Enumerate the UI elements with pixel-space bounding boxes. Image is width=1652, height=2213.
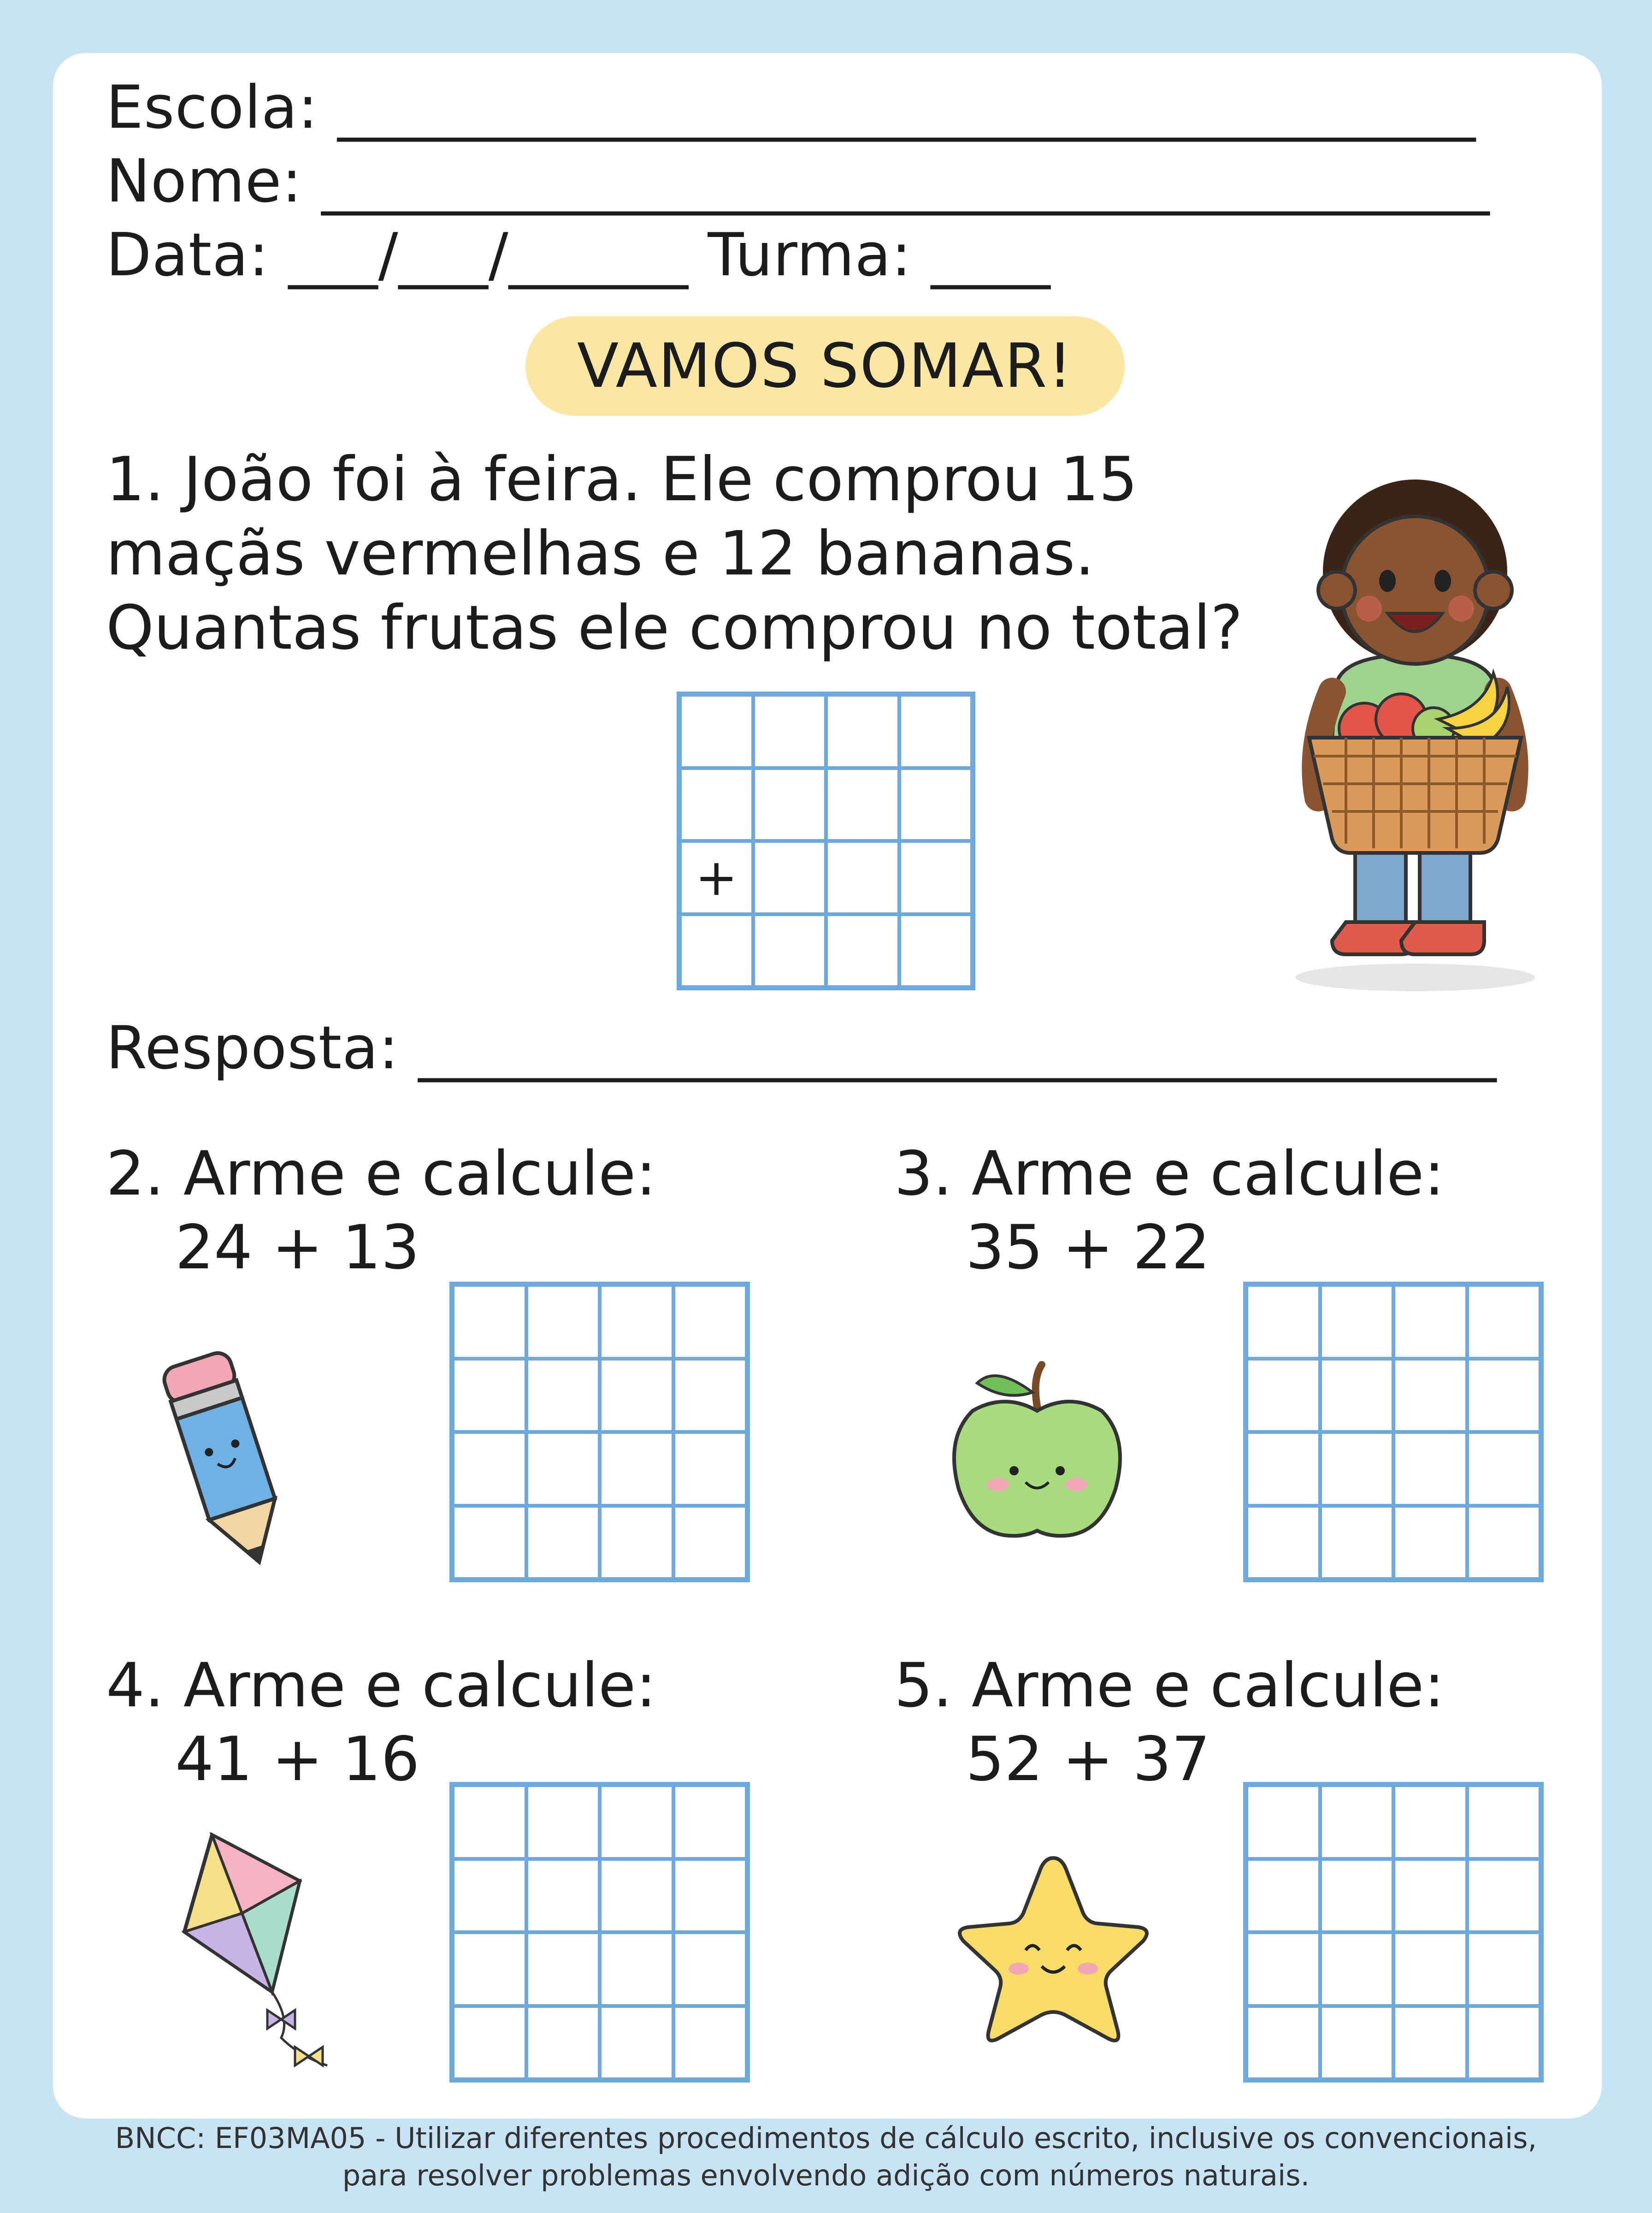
exercise-4-label: 4. Arme e calcule:: [106, 1650, 656, 1721]
kite-icon: [171, 1826, 369, 2084]
grid-cell[interactable]: [526, 1285, 600, 1359]
grid-cell[interactable]: [453, 1859, 526, 1933]
exercise-3-label: 3. Arme e calcule:: [894, 1138, 1445, 1209]
grid-cell[interactable]: [899, 914, 973, 988]
grid-cell[interactable]: [899, 768, 973, 841]
grid-cell[interactable]: [673, 1432, 747, 1506]
grid-cell[interactable]: [673, 1932, 747, 2006]
grid-cell[interactable]: [600, 1932, 673, 2006]
answer-field-q1[interactable]: Resposta: ____________________________________: [106, 1014, 1497, 1083]
grid-cell[interactable]: [673, 2006, 747, 2080]
grid-cell[interactable]: [1467, 1506, 1541, 1580]
grid-cell[interactable]: [1393, 1359, 1467, 1432]
pencil-icon: [148, 1328, 300, 1577]
worksheet-title: VAMOS SOMAR!: [525, 316, 1125, 416]
grid-cell[interactable]: [600, 1785, 673, 1859]
grid-cell[interactable]: [1246, 1932, 1320, 2006]
answer-grid-ex3[interactable]: [1243, 1282, 1544, 1582]
grid-cell[interactable]: [1393, 1932, 1467, 2006]
grid-cell[interactable]: [600, 1285, 673, 1359]
star-icon: [950, 1849, 1157, 2052]
grid-cell[interactable]: [1246, 2006, 1320, 2080]
grid-cell[interactable]: [753, 914, 826, 988]
grid-cell[interactable]: [1467, 1785, 1541, 1859]
date-class-field[interactable]: Data: ___/___/______ Turma: ____: [106, 221, 1051, 290]
grid-cell[interactable]: [1467, 1932, 1541, 2006]
grid-cell[interactable]: [600, 1859, 673, 1933]
grid-cell[interactable]: [1320, 1859, 1394, 1933]
grid-cell[interactable]: [1246, 1285, 1320, 1359]
grid-cell[interactable]: [1320, 2006, 1394, 2080]
grid-cell[interactable]: [673, 1506, 747, 1580]
grid-cell[interactable]: [680, 914, 753, 988]
question-1: [106, 443, 1304, 665]
grid-cell[interactable]: [1467, 1359, 1541, 1432]
grid-cell[interactable]: [526, 1432, 600, 1506]
grid-cell[interactable]: [1467, 1432, 1541, 1506]
grid-cell[interactable]: [453, 1432, 526, 1506]
grid-cell[interactable]: [526, 1859, 600, 1933]
grid-cell[interactable]: [453, 1285, 526, 1359]
grid-cell[interactable]: [1393, 2006, 1467, 2080]
grid-cell[interactable]: [673, 1285, 747, 1359]
grid-cell[interactable]: [600, 2006, 673, 2080]
grid-cell[interactable]: [680, 768, 753, 841]
grid-cell[interactable]: [826, 768, 899, 841]
grid-cell[interactable]: [899, 695, 973, 768]
grid-cell[interactable]: [453, 1506, 526, 1580]
grid-cell[interactable]: [1393, 1285, 1467, 1359]
footer-line: BNCC: EF03MA05 - Utilizar diferentes procedimentos de cálculo escrito, inclusive os convencionais,: [115, 2121, 1537, 2155]
grid-cell[interactable]: [1320, 1432, 1394, 1506]
grid-cell[interactable]: [1393, 1785, 1467, 1859]
grid-cell[interactable]: [1393, 1859, 1467, 1933]
grid-cell[interactable]: [1320, 1785, 1394, 1859]
answer-grid-q1[interactable]: [677, 692, 975, 990]
grid-cell[interactable]: [673, 1359, 747, 1432]
grid-cell[interactable]: [526, 2006, 600, 2080]
exercise-2-label: 2. Arme e calcule:: [106, 1138, 656, 1209]
grid-cell[interactable]: [526, 1506, 600, 1580]
school-field[interactable]: Escola: ______________________________________: [106, 73, 1476, 142]
grid-cell[interactable]: [526, 1785, 600, 1859]
footer-line: para resolver problemas envolvendo adição com números naturais.: [342, 2158, 1310, 2192]
grid-cell[interactable]: [826, 695, 899, 768]
answer-grid-ex4[interactable]: [449, 1782, 750, 2083]
grid-cell[interactable]: [526, 1932, 600, 2006]
grid-cell[interactable]: [453, 1359, 526, 1432]
grid-cell[interactable]: [453, 1932, 526, 2006]
grid-cell[interactable]: [453, 2006, 526, 2080]
exercise-5-label: 5. Arme e calcule:: [894, 1650, 1445, 1721]
exercise-3-operation: 35 + 22: [966, 1212, 1210, 1283]
name-field[interactable]: Nome: _______________________________________: [106, 147, 1490, 216]
grid-cell[interactable]: [600, 1432, 673, 1506]
boy-with-fruit-basket-icon: [1281, 424, 1549, 996]
grid-cell[interactable]: [753, 695, 826, 768]
plus-sign-cell: +: [680, 841, 753, 914]
grid-cell[interactable]: [526, 1359, 600, 1432]
grid-cell[interactable]: [1320, 1932, 1394, 2006]
grid-cell[interactable]: [673, 1859, 747, 1933]
grid-cell[interactable]: [1320, 1285, 1394, 1359]
exercise-5-operation: 52 + 37: [966, 1724, 1210, 1795]
grid-cell[interactable]: [826, 914, 899, 988]
question-1-line: 1. João foi à feira. Ele comprou 15: [106, 444, 1138, 515]
grid-cell[interactable]: [753, 768, 826, 841]
grid-cell[interactable]: [1246, 1859, 1320, 1933]
grid-cell[interactable]: [1320, 1359, 1394, 1432]
grid-cell[interactable]: [680, 695, 753, 768]
answer-grid-ex2[interactable]: [449, 1282, 750, 1582]
grid-cell[interactable]: [600, 1506, 673, 1580]
question-1-line: maçãs vermelhas e 12 bananas.: [106, 518, 1095, 590]
grid-cell[interactable]: [1467, 1859, 1541, 1933]
grid-cell[interactable]: [1393, 1506, 1467, 1580]
grid-cell[interactable]: [673, 1785, 747, 1859]
grid-cell[interactable]: [899, 841, 973, 914]
grid-cell[interactable]: [1246, 1785, 1320, 1859]
grid-cell[interactable]: [1467, 2006, 1541, 2080]
grid-cell[interactable]: [1467, 1285, 1541, 1359]
grid-cell[interactable]: [1393, 1432, 1467, 1506]
answer-grid-ex5[interactable]: [1243, 1782, 1544, 2083]
exercise-4-operation: 41 + 16: [175, 1724, 420, 1795]
grid-cell[interactable]: [453, 1785, 526, 1859]
grid-cell[interactable]: [1246, 1506, 1320, 1580]
question-1-line: Quantas frutas ele comprou no total?: [106, 592, 1243, 664]
grid-cell[interactable]: [753, 841, 826, 914]
exercise-2-operation: 24 + 13: [175, 1212, 420, 1283]
grid-cell[interactable]: [1246, 1432, 1320, 1506]
grid-cell[interactable]: [826, 841, 899, 914]
grid-cell[interactable]: [1246, 1359, 1320, 1432]
grid-cell[interactable]: [1320, 1506, 1394, 1580]
apple-icon: [945, 1355, 1129, 1549]
bncc-footer: [0, 2120, 1652, 2194]
grid-cell[interactable]: [600, 1359, 673, 1432]
